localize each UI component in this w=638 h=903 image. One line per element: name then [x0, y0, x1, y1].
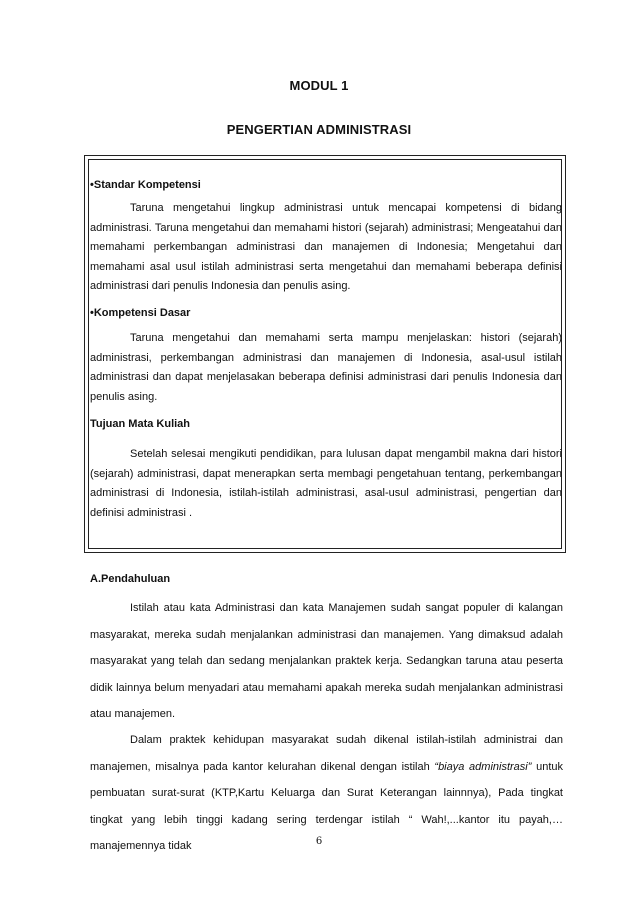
bullet-icon: •: [90, 179, 94, 191]
paragraph-2-text-b: untuk pembuatan surat-surat (KTP,Kartu Keluarga dan Surat Keterangan lainnnya), Pada tingkat tingkat yang lebih tinggi kadang sering terdengar istilah “ Wah!,...kantor itu payah,…manajemennya tidak: [90, 760, 563, 852]
kompetensi-dasar-heading: [90, 307, 190, 319]
paragraph-2-italic-term: “biaya administrasi”: [434, 760, 532, 773]
standar-kompetensi-text: Taruna mengetahui lingkup administrasi untuk mencapai kompetensi di bidang administrasi. Taruna mengetahui dan memahami histori (sejarah) administrasi; Mengeatahui dan memahami perkembangan administrasi dan manajemen di Indonesia; Mengetahui dan memahami asal usul istilah administrasi serta mengetahui dan memahami beberapa definisi administrasi dari penulis Indonesia dan penulis asing.: [90, 202, 562, 293]
module-title: MODUL 1: [289, 78, 349, 93]
standar-kompetensi-heading: [90, 179, 201, 191]
tujuan-mata-kuliah-text: Setelah selesai mengikuti pendidikan, para lulusan dapat mengambil makna dari histori (sejarah) administrasi, dapat menerapkan serta membagi pengetahuan tentang, perkembangan administrasi di Indonesia, istilah-istilah administrasi, asal-usul administrasi, pengertian dan definisi administrasi .: [90, 448, 562, 519]
page-title: PENGERTIAN ADMINISTRASI: [226, 122, 412, 137]
pendahuluan-heading: A.Pendahuluan: [90, 573, 171, 585]
page-number: 6: [315, 836, 323, 847]
standar-kompetensi-label: Standar Kompetensi: [93, 179, 201, 191]
paragraph-2-text-a: Dalam praktek kehidupan masyarakat sudah dikenal istilah-istilah administrai dan manajemen, misalnya pada kantor kelurahan dikenal dengan istilah: [90, 734, 563, 773]
bullet-icon: •: [90, 307, 94, 319]
kompetensi-dasar-text: Taruna mengetahui dan memahami serta mampu menjelaskan: histori (sejarah) administrasi, perkembangan administrasi dan manajemen di Indonesia, asal-usul istilah administrasi dan dapat menjelasakan beberapa definisi administrasi dari penulis Indonesia dan penulis asing.: [90, 332, 562, 403]
tujuan-mata-kuliah-heading: Tujuan Mata Kuliah: [90, 418, 191, 430]
kompetensi-dasar-label: Kompetensi Dasar: [93, 307, 191, 319]
pendahuluan-paragraph-1: Istilah atau kata Administrasi dan kata Manajemen sudah sangat populer di kalangan masyarakat, mereka sudah menjalankan administrasi dan manajemen. Yang dimaksud adalah masyarakat yang telah dan sedang menjalankan praktek kerja. Sedangkan taruna atau peserta didik lainnya belum menyadari atau memahami apakah mereka sudah menjalankan administrasi atau manajemen.: [90, 602, 563, 720]
